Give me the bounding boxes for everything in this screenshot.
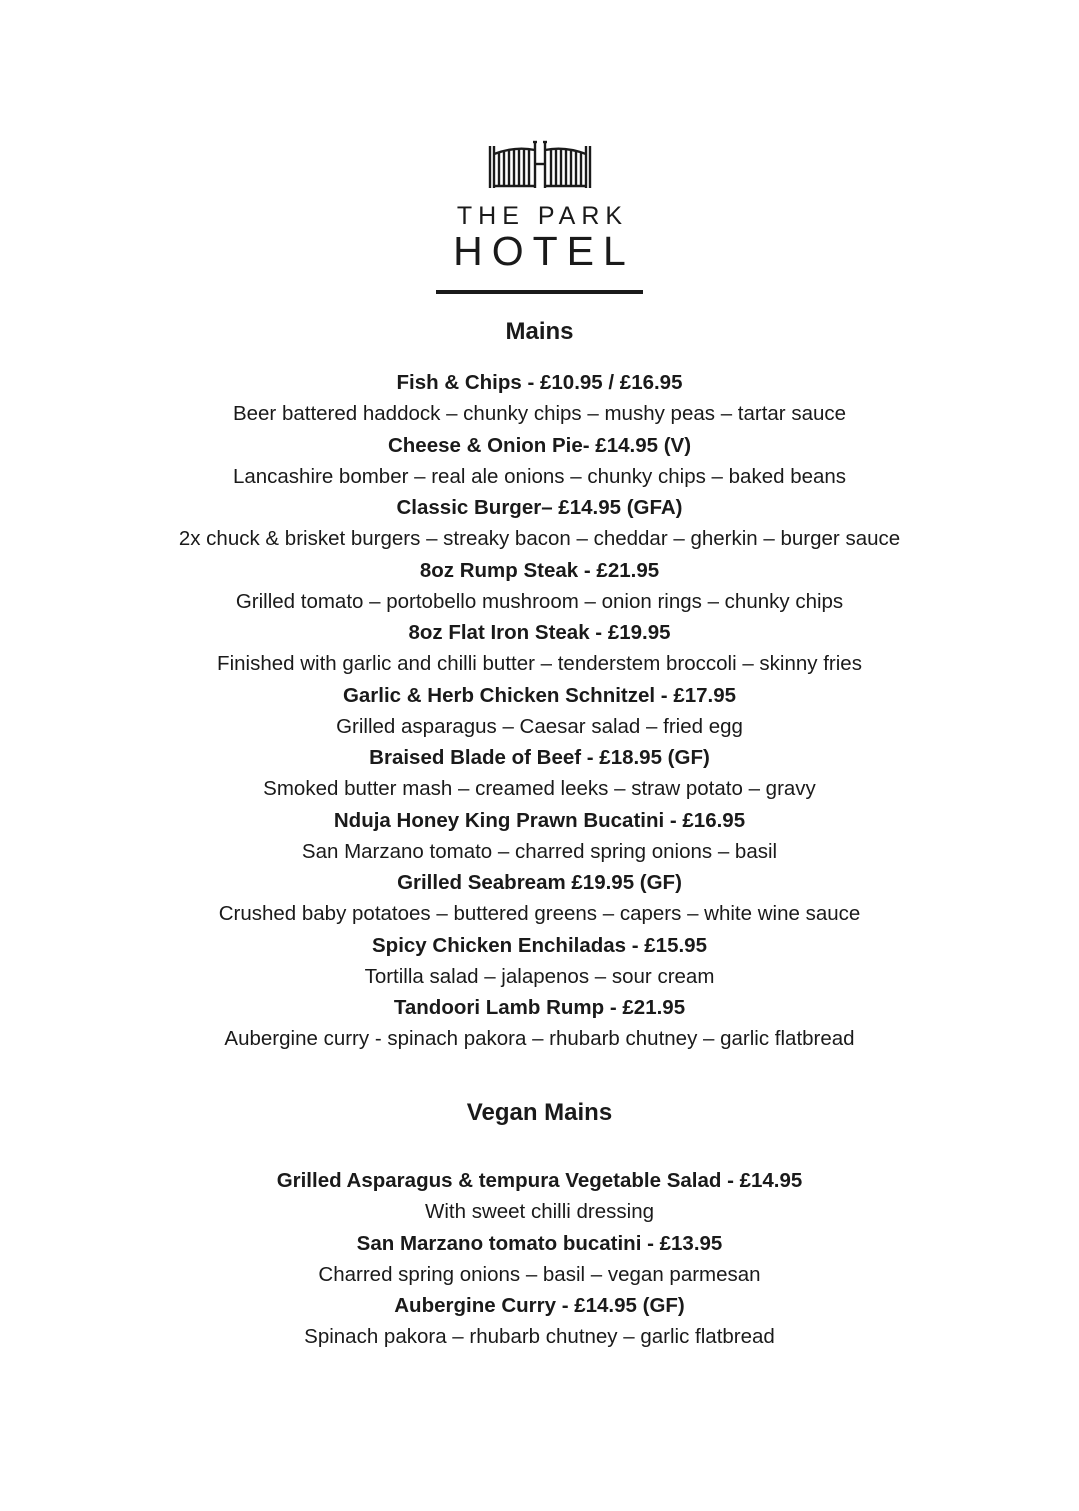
gate-icon bbox=[487, 140, 593, 190]
dish-description: Lancashire bomber – real ale onions – chunky chips – baked beans bbox=[232, 464, 847, 488]
dish-name: Grilled Seabream £19.95 (GF) bbox=[397, 871, 682, 894]
dish-description: Charred spring onions – basil – vegan parmesan bbox=[318, 1262, 761, 1286]
dish-name: Spicy Chicken Enchiladas - £15.95 bbox=[372, 933, 707, 957]
menu-item bbox=[0, 617, 1079, 680]
dish-description: Spinach pakora – rhubarb chutney – garlic flatbread bbox=[304, 1325, 775, 1348]
dish-description: San Marzano tomato – charred spring onions – basil bbox=[301, 839, 778, 863]
vegan-mains-heading: Vegan Mains bbox=[466, 1099, 613, 1126]
logo-text-hotel: HOTEL bbox=[453, 228, 635, 274]
dish-description: 2x chuck & brisket burgers – streaky bacon – cheddar – gherkin – burger sauce bbox=[178, 527, 901, 550]
dish-name: Aubergine Curry - £14.95 (GF) bbox=[394, 1294, 685, 1317]
menu-item bbox=[0, 930, 1079, 993]
mains-heading: Mains bbox=[505, 318, 574, 345]
dish-name: Fish & Chips - £10.95 / £16.95 bbox=[396, 371, 683, 394]
dish-name: Cheese & Onion Pie- £14.95 (V) bbox=[387, 433, 692, 457]
dish-name: Nduja Honey King Prawn Bucatini - £16.95 bbox=[333, 808, 746, 832]
dish-name: Classic Burger– £14.95 (GFA) bbox=[396, 496, 683, 519]
vegan-mains-list bbox=[0, 1165, 1079, 1353]
hotel-logo bbox=[0, 140, 1079, 294]
menu-item bbox=[0, 1290, 1079, 1353]
dish-description: Grilled tomato – portobello mushroom – onion rings – chunky chips bbox=[235, 589, 844, 613]
logo-text-the-park: THE PARK bbox=[456, 202, 629, 230]
menu-item bbox=[0, 492, 1079, 555]
menu-item bbox=[0, 742, 1079, 805]
menu-item bbox=[0, 992, 1079, 1055]
dish-description: Beer battered haddock – chunky chips – mushy peas – tartar sauce bbox=[232, 402, 847, 425]
dish-name: 8oz Flat Iron Steak - £19.95 bbox=[408, 621, 671, 644]
menu-item bbox=[0, 555, 1079, 618]
menu-item bbox=[0, 1228, 1079, 1291]
menu-item bbox=[0, 430, 1079, 493]
dish-name: San Marzano tomato bucatini - £13.95 bbox=[356, 1231, 723, 1255]
dish-name: Garlic & Herb Chicken Schnitzel - £17.95 bbox=[342, 683, 737, 707]
menu-item bbox=[0, 367, 1079, 430]
dish-name: Braised Blade of Beef - £18.95 (GF) bbox=[369, 746, 710, 769]
dish-description: Smoked butter mash – creamed leeks – straw potato – gravy bbox=[263, 777, 816, 800]
dish-name: Grilled Asparagus & tempura Vegetable Salad - £14.95 bbox=[276, 1169, 803, 1192]
dish-name: Tandoori Lamb Rump - £21.95 bbox=[393, 996, 686, 1019]
dish-description: Tortilla salad – jalapenos – sour cream bbox=[364, 964, 715, 988]
dish-name: 8oz Rump Steak - £21.95 bbox=[419, 558, 660, 582]
menu-item bbox=[0, 867, 1079, 930]
dish-description: Aubergine curry - spinach pakora – rhubarb chutney – garlic flatbread bbox=[224, 1027, 855, 1050]
dish-description: Crushed baby potatoes – buttered greens – capers – white wine sauce bbox=[218, 902, 861, 925]
menu-item bbox=[0, 680, 1079, 743]
logo-divider bbox=[436, 290, 643, 294]
dish-description: With sweet chilli dressing bbox=[425, 1200, 654, 1223]
menu-item bbox=[0, 1165, 1079, 1228]
menu-item bbox=[0, 805, 1079, 868]
dish-description: Grilled asparagus – Caesar salad – fried egg bbox=[336, 714, 743, 738]
mains-list bbox=[0, 367, 1079, 1055]
dish-description: Finished with garlic and chilli butter – tenderstem broccoli – skinny fries bbox=[217, 652, 862, 675]
